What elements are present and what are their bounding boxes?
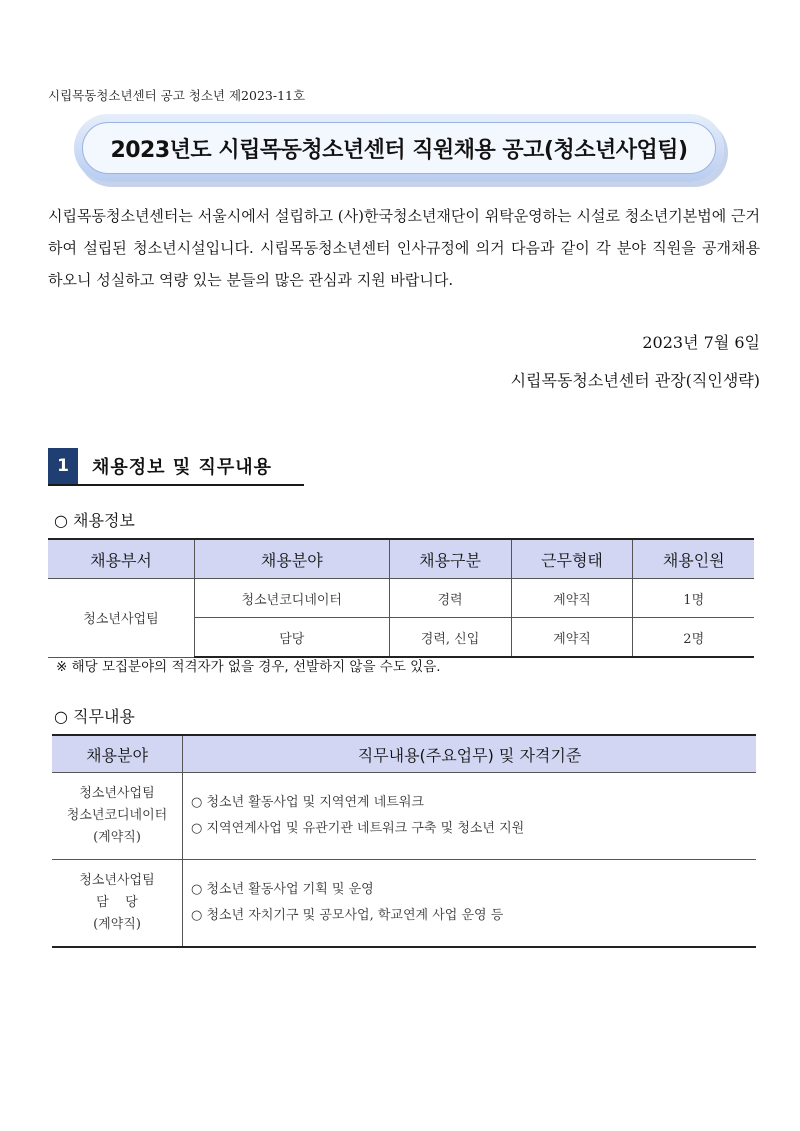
department-cell: 청소년사업팀 <box>48 579 194 658</box>
recruit-info-table <box>48 538 754 658</box>
duties-table <box>52 734 756 948</box>
duty-item: ○ 청소년 활동사업 및 지역연계 네트워크 <box>191 795 424 810</box>
section-title: 채용정보 및 직무내용 <box>92 457 273 478</box>
table-header-row <box>52 735 756 773</box>
title-banner <box>74 114 724 182</box>
recruit-note: ※ 해당 모집분야의 적격자가 없을 경우, 선발하지 않을 수도 있음. <box>56 659 441 675</box>
intro-paragraph: 시립목동청소년센터는 서울시에서 설립하고 (사)한국청소년재단이 위탁운영하는 시설로 청소년기본법에 근거하여 설립된 청소년시설입니다. 시립목동청소년센터 인사규정에 의거 다음과 같이 각 분야 직원을 공개채용 하오니 성실하고 역량 있는 분들의 많은 관심과 지원 바랍니다. <box>48 207 760 289</box>
field-line: 청소년코디네이터 <box>66 808 168 823</box>
column-header: 채용인원 <box>633 539 754 579</box>
type-cell: 경력, 신입 <box>389 618 511 658</box>
column-header: 채용부서 <box>48 539 194 579</box>
type-cell: 경력 <box>389 579 511 618</box>
field-cell: 담당 <box>194 618 389 658</box>
page-title: 2023년도 시립목동청소년센터 직원채용 공고(청소년사업팀) <box>110 137 688 163</box>
announcement-date: 2023년 7월 6일 <box>642 333 760 352</box>
duty-field-cell <box>52 860 183 948</box>
field-line: 담 당 <box>96 895 138 910</box>
notice-number: 시립목동청소년센터 공고 청소년 제2023-11호 <box>48 88 306 103</box>
duty-item: ○ 지역연계사업 및 유관기관 네트워크 구축 및 청소년 지원 <box>191 821 525 836</box>
duty-content-cell <box>183 773 757 860</box>
field-line: (계약직) <box>93 830 141 845</box>
duty-content-cell <box>183 860 757 948</box>
count-cell: 2명 <box>633 618 754 658</box>
section-heading <box>48 448 304 486</box>
duty-field-cell <box>52 773 183 860</box>
table-row <box>52 773 756 860</box>
section-number: 1 <box>48 448 78 484</box>
column-header: 채용분야 <box>194 539 389 579</box>
employment-cell: 계약직 <box>511 579 633 618</box>
signer: 시립목동청소년센터 관장(직인생략) <box>510 371 760 390</box>
field-line: 청소년사업팀 <box>79 873 155 888</box>
column-header: 근무형태 <box>511 539 633 579</box>
table-row <box>52 860 756 948</box>
table-row <box>48 579 754 618</box>
field-line: (계약직) <box>93 917 141 932</box>
count-cell: 1명 <box>633 579 754 618</box>
duties-heading: ○ 직무내용 <box>54 707 135 726</box>
recruit-info-heading: ○ 채용정보 <box>54 511 135 530</box>
column-header: 채용구분 <box>389 539 511 579</box>
field-line: 청소년사업팀 <box>79 786 155 801</box>
field-cell: 청소년코디네이터 <box>194 579 389 618</box>
column-header: 직무내용(주요업무) 및 자격기준 <box>183 735 757 773</box>
column-header: 채용분야 <box>52 735 183 773</box>
table-header-row <box>48 539 754 579</box>
employment-cell: 계약직 <box>511 618 633 658</box>
duty-item: ○ 청소년 활동사업 기획 및 운영 <box>191 882 374 897</box>
title-banner-inner <box>82 122 716 174</box>
duty-item: ○ 청소년 자치기구 및 공모사업, 학교연계 사업 운영 등 <box>191 908 504 923</box>
